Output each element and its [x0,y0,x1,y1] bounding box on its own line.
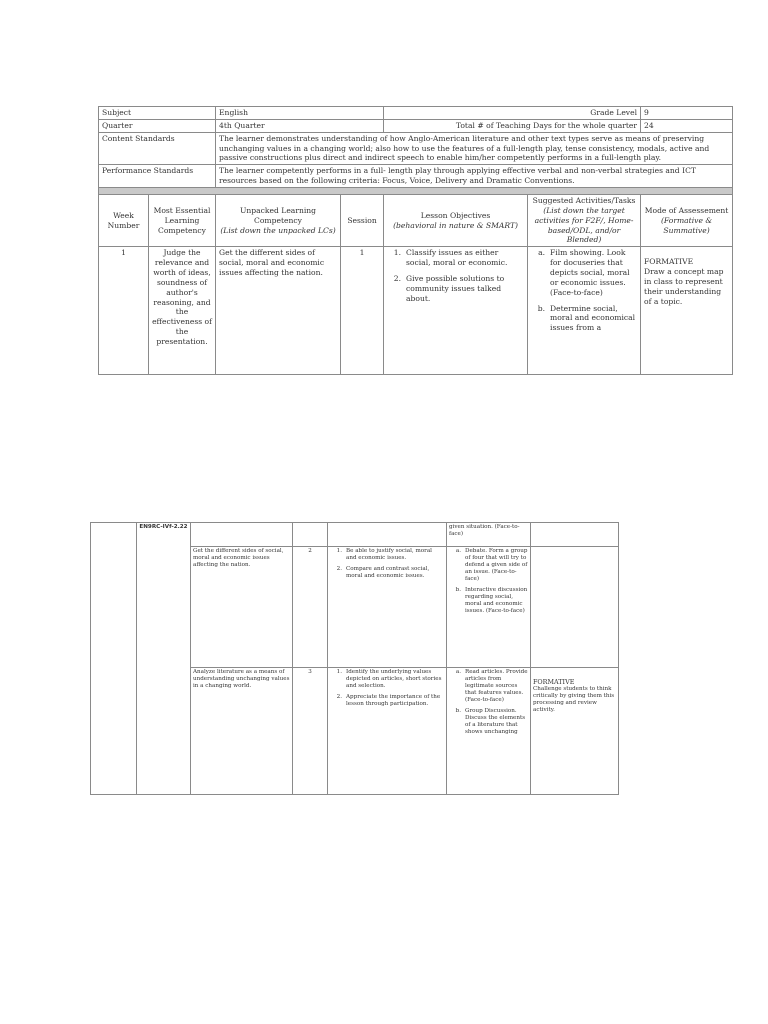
activities-cell [528,247,641,375]
week-cell-blank [91,523,137,795]
assessment-title: FORMATIVE [533,678,575,686]
col-activities-note: (List down the target activities for F2F/, Home-based/ODL, and/or Blended) [534,205,634,245]
objectives-cell [328,547,447,668]
activity-text: Film showing. Look for docuseries that depicts social, moral or economic issues. (Face-to-face) [550,248,630,297]
content-standards-text: The learner demonstrates understanding of how Anglo-American literature and other text types serve as means of preserving unchanging values in a changing world; also how to use the features of a full-length play, tense consistency, modals, active and passive constructions plus direct and indirect speech to enable him/her competently performs in a full-length play. [216,132,733,165]
content-standards-row [99,132,733,165]
teaching-days-label: Total # of Teaching Days for the whole quarter [384,119,641,132]
activity-text: Read articles. Provide articles from legitimate sources that features values. (Face-to-face) [465,669,528,703]
activity-text: Debate. Form a group of four that will try to defend a given side of an issue. (Face-to-face) [465,548,528,582]
separator-row [99,188,733,195]
col-assessment-note: (Formative & Summative) [660,215,713,235]
objective-text: Compare and contrast social, moral and economic issues. [346,565,430,579]
col-week-header: Week Number [99,195,149,247]
activity-marker: b. [455,707,461,714]
col-unpacked-title: Unpacked Learning Competency [239,205,317,225]
objectives-cell [328,668,447,795]
objectives-cell [384,247,528,375]
assessment-text: Draw a concept map in class to represent their understanding of a topic. [644,267,724,306]
objective-item [387,248,524,268]
col-assessment-header [641,195,733,247]
unpacked-text: Get the different sides of social, moral and economic issues affecting the nation. [191,547,293,668]
competency-code: EN9RC-IVf-2.22 [137,523,191,795]
grade-label: Grade Level [384,107,641,120]
activity-text: Group Discussion. Discuss the elements of a literature that shows unchanging [465,707,526,735]
objective-item [330,548,444,562]
objective-marker: 2. [393,274,402,284]
activity-marker: a. [455,669,461,675]
column-header-row [99,195,733,247]
melc-text: Judge the relevance and worth of ideas, soundness of author's reasoning, and the effectiveness of the presentation. [149,247,216,375]
subject-label: Subject [99,107,216,120]
grade-value: 9 [641,107,733,120]
objective-item [330,694,444,708]
objective-marker: 2. [336,693,342,700]
activities-cell [447,547,531,668]
objective-text: Be able to justify social, moral and economic issues. [346,548,432,561]
activity-item [449,587,528,615]
col-session-header: Session [341,195,384,247]
activity-marker: b. [455,586,461,593]
week1-row [99,247,733,375]
col-assessment-title: Mode of Assessement [644,205,729,215]
quarter-row [99,119,733,132]
objective-item [330,566,444,580]
objective-text: Give possible solutions to community issues talked about. [406,274,505,303]
activity-marker: a. [455,548,461,554]
objective-text: Classify issues as either social, moral or economic. [406,248,508,268]
col-unpacked-header [216,195,341,247]
continued-row [91,523,619,547]
assessment-cell [641,247,733,375]
unpacked-text: Analyze literature as a means of understanding unchanging values in a changing world. [191,668,293,795]
activity-text: Interactive discussion regarding social, moral and economic issues. (Face-to-face) [465,586,528,614]
objective-item [330,669,444,690]
performance-standards-text: The learner competently performs in a full- length play through applying effective verbal and non-verbal strategies and ICT resources based on the following criteria: Focus, Voice, Delivery and Dramatic Conventions. [216,165,733,188]
col-unpacked-note: (List down the unpacked LCs) [220,225,336,235]
activity-item [531,248,637,297]
assessment-title: FORMATIVE [644,257,694,267]
activity-marker: b. [537,303,546,313]
blank-cell [191,523,293,547]
objective-marker: 1. [393,248,402,258]
col-activities-header [528,195,641,247]
assessment-cell [531,547,619,668]
assessment-cell [531,668,619,795]
teaching-days-value: 24 [641,119,733,132]
session-number: 2 [293,547,328,668]
performance-standards-label: Performance Standards [99,165,216,188]
activity-item [449,708,528,736]
activity-text: Determine social, moral and economical issues from a [550,303,636,333]
activity-item [449,548,528,583]
objective-text: Appreciate the importance of the lesson through participation. [346,693,441,707]
objective-marker: 2. [336,565,342,572]
blank-cell [328,523,447,547]
objective-text: Identify the underlying values depicted on articles, short stories and selection. [346,669,442,689]
objective-marker: 1. [336,548,342,554]
objective-marker: 1. [336,669,342,675]
col-objectives-note: (behavioral in nature & SMART) [393,220,518,230]
lesson-plan-table-page2 [90,522,619,795]
activities-cell [447,668,531,795]
activity-item [449,669,528,704]
assessment-text: Challenge students to think critically by giving them this processing and review activity. [533,686,615,713]
blank-cell [531,523,619,547]
col-melc-header: Most Essential Learning Competency [149,195,216,247]
col-objectives-title: Lesson Objectives [420,210,491,220]
blank-cell [293,523,328,547]
session-number: 1 [341,247,384,375]
subject-value: English [216,107,384,120]
subject-row [99,107,733,120]
quarter-value: 4th Quarter [216,119,384,132]
performance-standards-row [99,165,733,188]
lesson-plan-table-page1 [98,106,733,375]
week-number: 1 [99,247,149,375]
content-standards-label: Content Standards [99,132,216,165]
activity-marker: a. [538,248,546,258]
col-objectives-header [384,195,528,247]
continued-activity: given situation. (Face-to-face) [447,523,531,547]
quarter-label: Quarter [99,119,216,132]
activity-item [531,304,637,334]
objective-item [387,274,524,304]
col-activities-title: Suggested Activities/Tasks [532,196,636,206]
session-number: 3 [293,668,328,795]
unpacked-text: Get the different sides of social, moral and economic issues affecting the nation. [216,247,341,375]
